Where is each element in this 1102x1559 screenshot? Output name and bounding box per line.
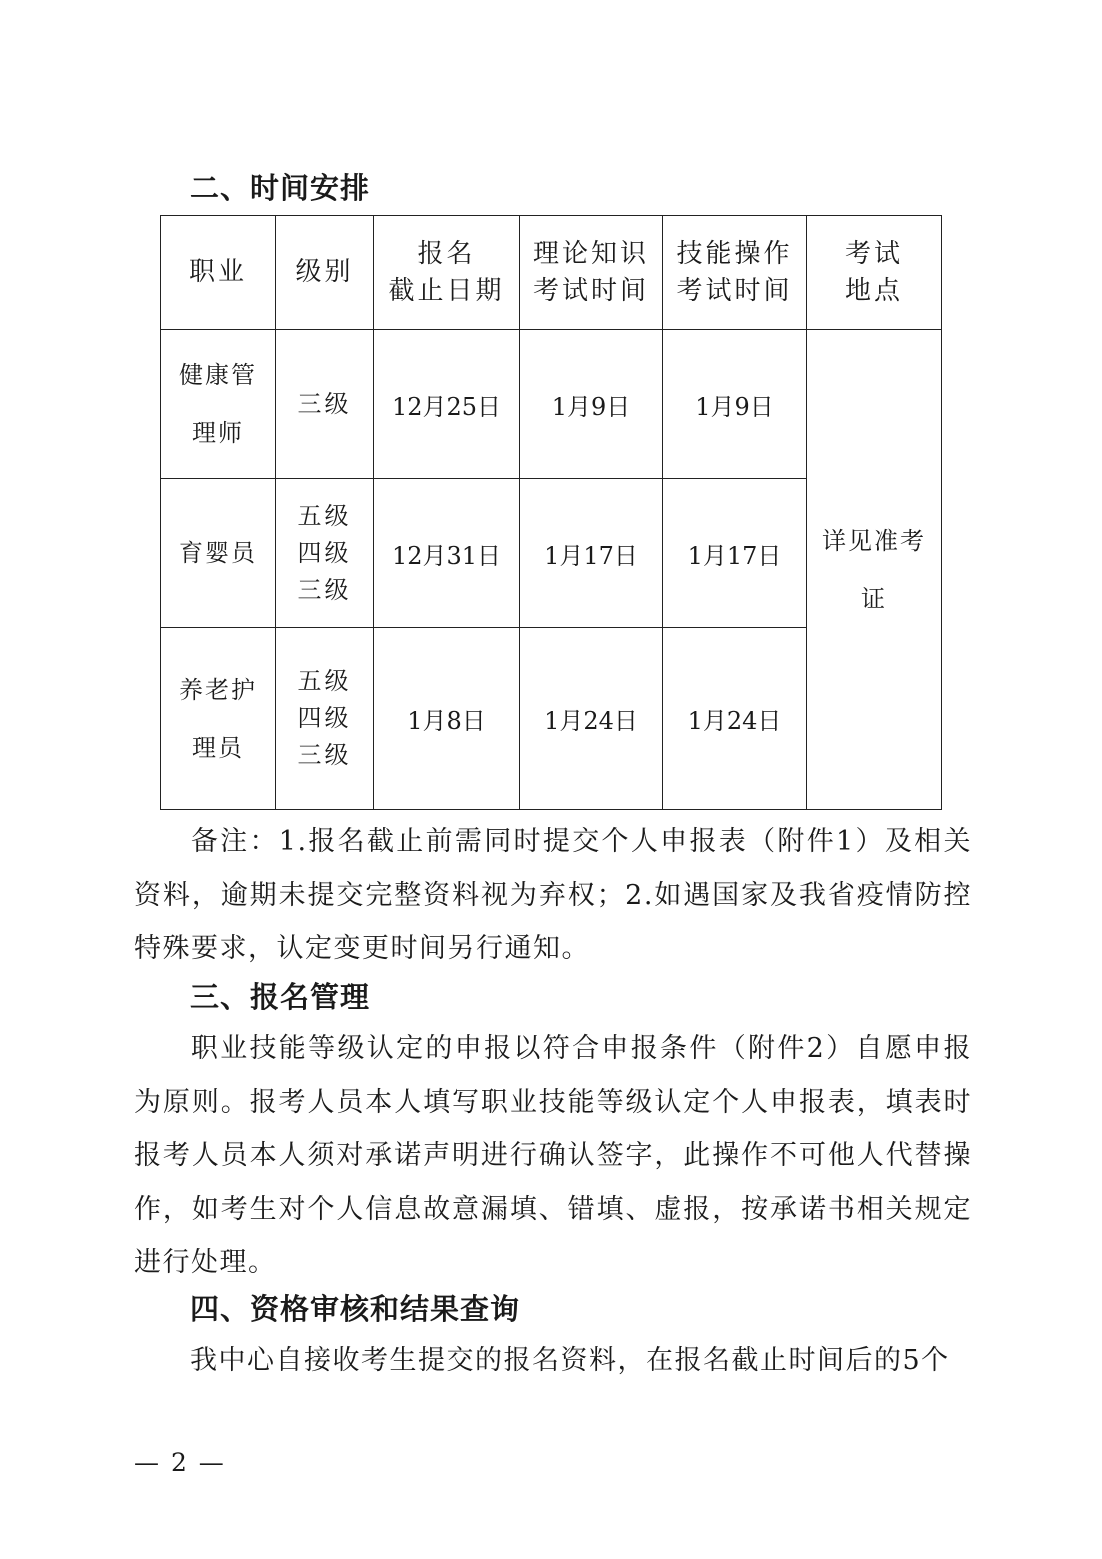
header-skill-time: 技能操作 考试时间 [663,216,807,330]
cell-theory-time: 1月17日 [520,479,663,628]
cell-skill-time: 1月9日 [663,330,807,479]
section-heading-review: 四、资格审核和结果查询 [190,1292,521,1326]
cell-deadline: 12月25日 [374,330,520,479]
page-number: — 2 — [134,1448,226,1477]
cell-exam-place: 详见准考 证 [807,330,942,810]
section-heading-schedule: 二、时间安排 [190,171,371,205]
table-note: 备注：1.报名截止前需同时提交个人申报表（附件1）及相关资料，逾期未提交完整资料视为弃权；2.如遇国家及我省疫情防控特殊要求，认定变更时间另行通知。 [134,826,972,964]
cell-level: 三级 [276,330,374,479]
header-occupation: 职业 [161,216,276,330]
cell-occupation: 育婴员 [161,479,276,628]
cell-theory-time: 1月24日 [520,628,663,810]
review-paragraph: 我中心自接收考生提交的报名资料，在报名截止时间后的5个 [190,1345,950,1376]
cell-deadline: 12月31日 [374,479,520,628]
cell-occupation: 养老护 理员 [161,628,276,810]
table-header-row [161,216,942,330]
registration-paragraph: 职业技能等级认定的申报以符合申报条件（附件2）自愿申报为原则。报考人员本人填写职业技能等级认定个人申报表，填表时报考人员本人须对承诺声明进行确认签字，此操作不可他人代替操作，如考生对个人信息故意漏填、错填、虚报，按承诺书相关规定进行处理。 [134,1033,972,1278]
cell-deadline: 1月8日 [374,628,520,810]
cell-level: 五级 四级 三级 [276,479,374,628]
header-deadline: 报名 截止日期 [374,216,520,330]
header-theory-time: 理论知识 考试时间 [520,216,663,330]
schedule-table [160,215,942,810]
cell-skill-time: 1月17日 [663,479,807,628]
header-level: 级别 [276,216,374,330]
header-exam-place: 考试 地点 [807,216,942,330]
cell-level: 五级 四级 三级 [276,628,374,810]
cell-skill-time: 1月24日 [663,628,807,810]
cell-theory-time: 1月9日 [520,330,663,479]
table-row [161,330,942,479]
cell-occupation: 健康管 理师 [161,330,276,479]
section-heading-registration: 三、报名管理 [190,980,371,1014]
